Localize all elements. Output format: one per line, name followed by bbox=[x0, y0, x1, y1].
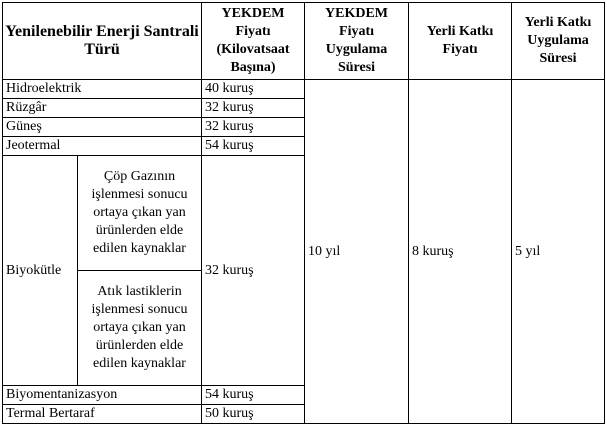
plant-type: Hidroelektrik bbox=[3, 80, 202, 99]
yekdem-price: 32 kuruş bbox=[202, 118, 305, 137]
yekdem-price: 40 kuruş bbox=[202, 80, 305, 99]
plant-type: Jeotermal bbox=[3, 137, 202, 156]
yekdem-price: 32 kuruş bbox=[202, 99, 305, 118]
yekdem-price: 50 kuruş bbox=[202, 405, 305, 424]
yekdem-price: 54 kuruş bbox=[202, 137, 305, 156]
energy-tariff-table bbox=[2, 2, 605, 424]
header-local-duration: Yerli Katkı Uygulama Süresi bbox=[512, 3, 605, 80]
yekdem-price: 54 kuruş bbox=[202, 386, 305, 405]
yekdem-duration: 10 yıl bbox=[305, 80, 409, 424]
table-row bbox=[3, 80, 605, 99]
plant-type: Biyomentanizasyon bbox=[3, 386, 202, 405]
header-row bbox=[3, 3, 605, 80]
plant-type: Güneş bbox=[3, 118, 202, 137]
local-duration: 5 yıl bbox=[512, 80, 605, 424]
plant-type: Termal Bertaraf bbox=[3, 405, 202, 424]
yekdem-price-biomass: 32 kuruş bbox=[202, 156, 305, 386]
plant-type-biomass: Biyokütle bbox=[3, 156, 78, 386]
biomass-subtype-landfill-gas: Çöp Gazının işlenmesi sonucu ortaya çıkan yan ürünlerden elde edilen kaynaklar bbox=[78, 156, 202, 271]
biomass-subtype-tires: Atık lastiklerin işlenmesi sonucu ortaya çıkan yan ürünlerden elde edilen kaynaklar bbox=[78, 271, 202, 386]
header-yekdem-duration: YEKDEM Fiyatı Uygulama Süresi bbox=[305, 3, 409, 80]
local-price: 8 kuruş bbox=[409, 80, 512, 424]
header-local-price: Yerli Katkı Fiyatı bbox=[409, 3, 512, 80]
plant-type: Rüzgâr bbox=[3, 99, 202, 118]
header-yekdem-price: YEKDEM Fiyatı (Kilovatsaat Başına) bbox=[202, 3, 305, 80]
header-plant-type: Yenilenebilir Enerji Santrali Türü bbox=[3, 3, 202, 80]
